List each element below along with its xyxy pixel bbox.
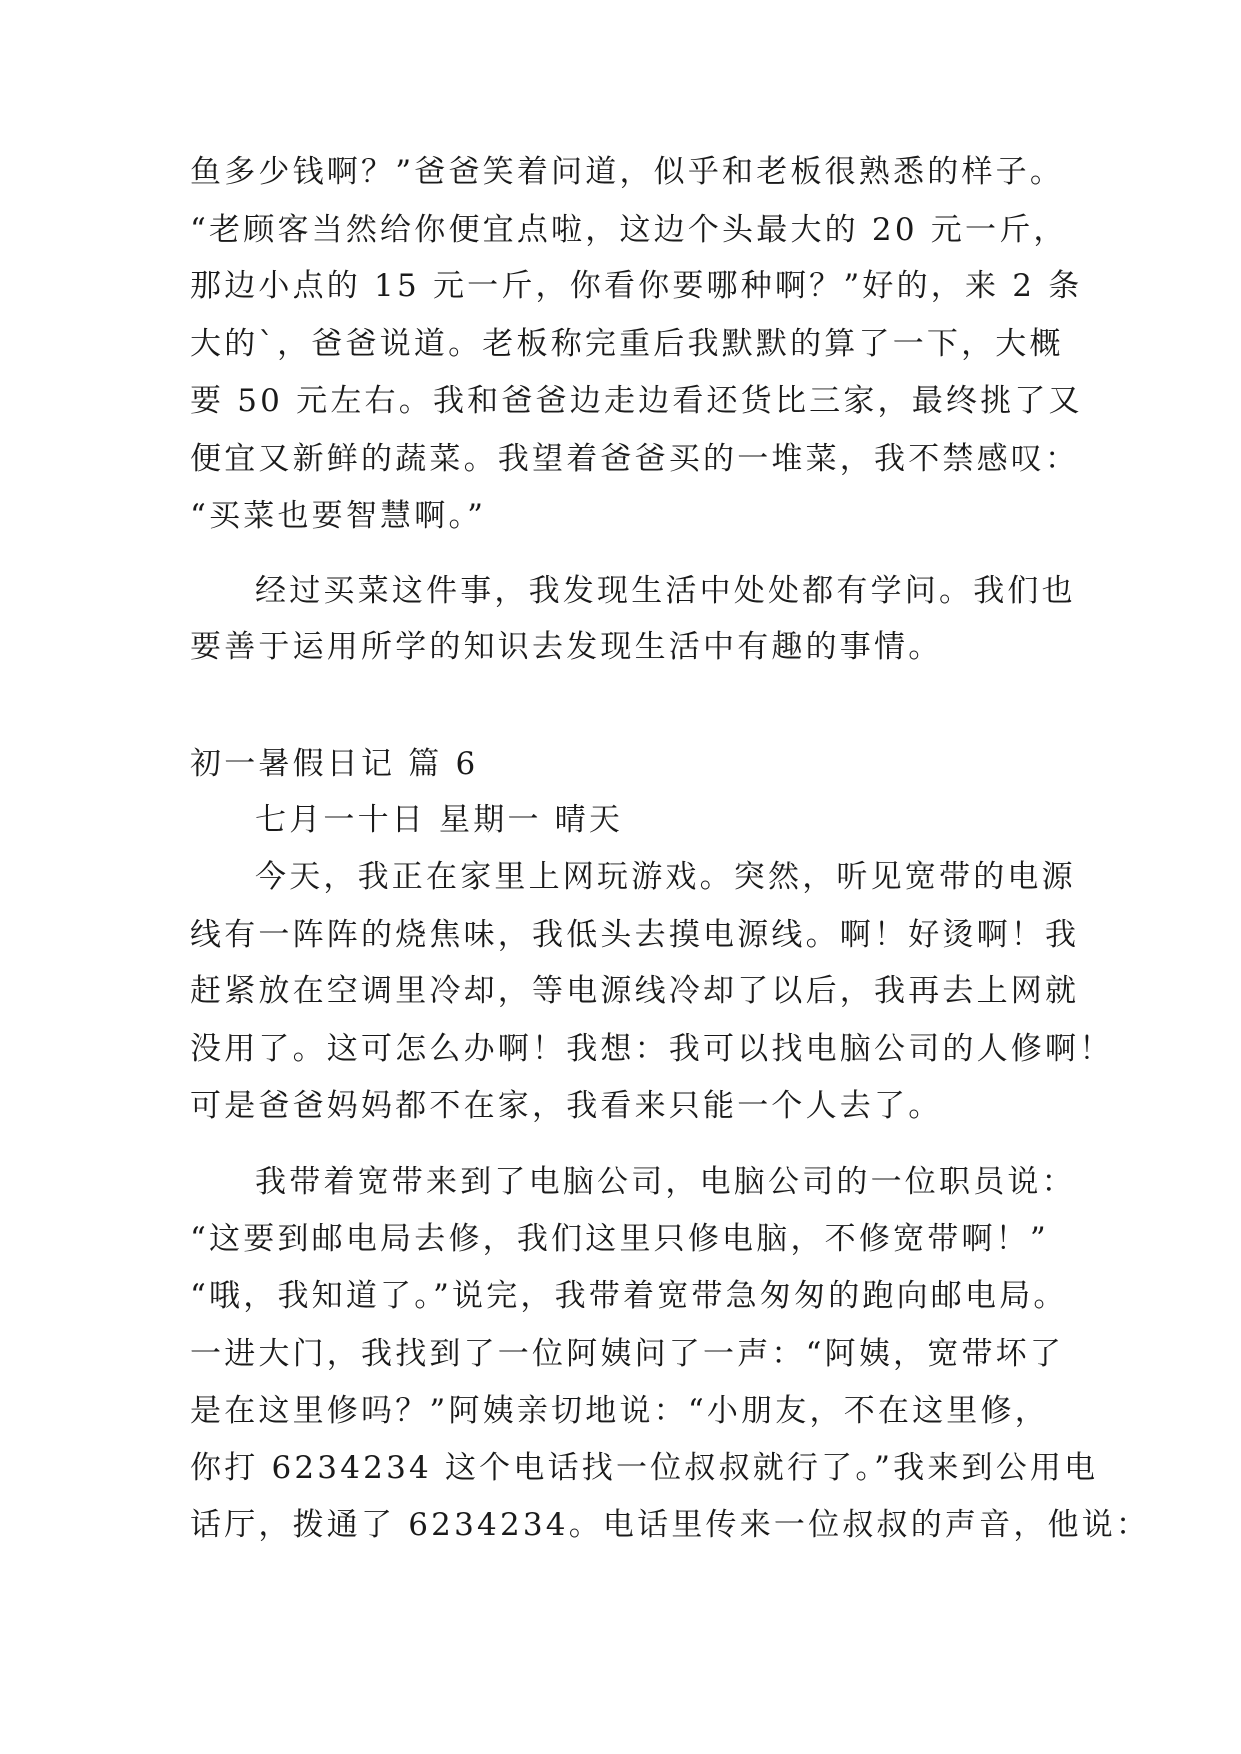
body-text-line: “买菜也要智慧啊。” bbox=[190, 498, 487, 534]
body-text-line: 可是爸爸妈妈都不在家，我看来只能一个人去了。 bbox=[190, 1088, 943, 1124]
body-text-line: 鱼多少钱啊？”爸爸笑着问道，似乎和老板很熟悉的样子。 bbox=[190, 154, 1065, 190]
paragraph-first-line: 经过买菜这件事，我发现生活中处处都有学问。我们也 bbox=[255, 573, 1076, 609]
body-text-line: 大的`，爸爸说道。老板称完重后我默默的算了一下，大概 bbox=[190, 326, 1064, 362]
paragraph-first-line: 我带着宽带来到了电脑公司，电脑公司的一位职员说： bbox=[255, 1164, 1076, 1200]
body-text-line: 一进大门，我找到了一位阿姨问了一声：“阿姨，宽带坏了 bbox=[190, 1336, 1065, 1372]
section-heading: 初一暑假日记 篇 6 bbox=[190, 746, 479, 782]
body-text-line: “老顾客当然给你便宜点啦，这边个头最大的 20 元一斤， bbox=[190, 212, 1068, 248]
body-text-line: 要 50 元左右。我和爸爸边走边看还货比三家，最终挑了又 bbox=[190, 383, 1083, 419]
body-text-line: 你打 6234234 这个电话找一位叔叔就行了。”我来到公用电 bbox=[190, 1450, 1099, 1486]
paragraph-first-line: 今天，我正在家里上网玩游戏。突然，听见宽带的电源 bbox=[255, 859, 1076, 895]
body-text-line: “这要到邮电局去修，我们这里只修电脑，不修宽带啊！” bbox=[190, 1221, 1049, 1257]
body-text-line: “哦，我知道了。”说完，我带着宽带急匆匆的跑向邮电局。 bbox=[190, 1278, 1068, 1314]
body-text-line: 那边小点的 15 元一斤，你看你要哪种啊？”好的，来 2 条 bbox=[190, 268, 1083, 304]
body-text-line: 线有一阵阵的烧焦味，我低头去摸电源线。啊！好烫啊！我 bbox=[190, 917, 1080, 953]
body-text-line: 话厅，拨通了 6234234。电话里传来一位叔叔的声音，他说： bbox=[190, 1507, 1151, 1543]
body-text-line: 便宜又新鲜的蔬菜。我望着爸爸买的一堆菜，我不禁感叹： bbox=[190, 441, 1080, 477]
body-text-line: 赶紧放在空调里冷却，等电源线冷却了以后，我再去上网就 bbox=[190, 973, 1080, 1009]
body-text-line: 是在这里修吗？”阿姨亲切地说：“小朋友，不在这里修， bbox=[190, 1393, 1049, 1429]
body-text-line: 没用了。这可怎么办啊！我想：我可以找电脑公司的人修啊！ bbox=[190, 1031, 1114, 1067]
body-text-line: 要善于运用所学的知识去发现生活中有趣的事情。 bbox=[190, 629, 943, 665]
diary-date-line: 七月一十日 星期一 晴天 bbox=[255, 802, 624, 838]
